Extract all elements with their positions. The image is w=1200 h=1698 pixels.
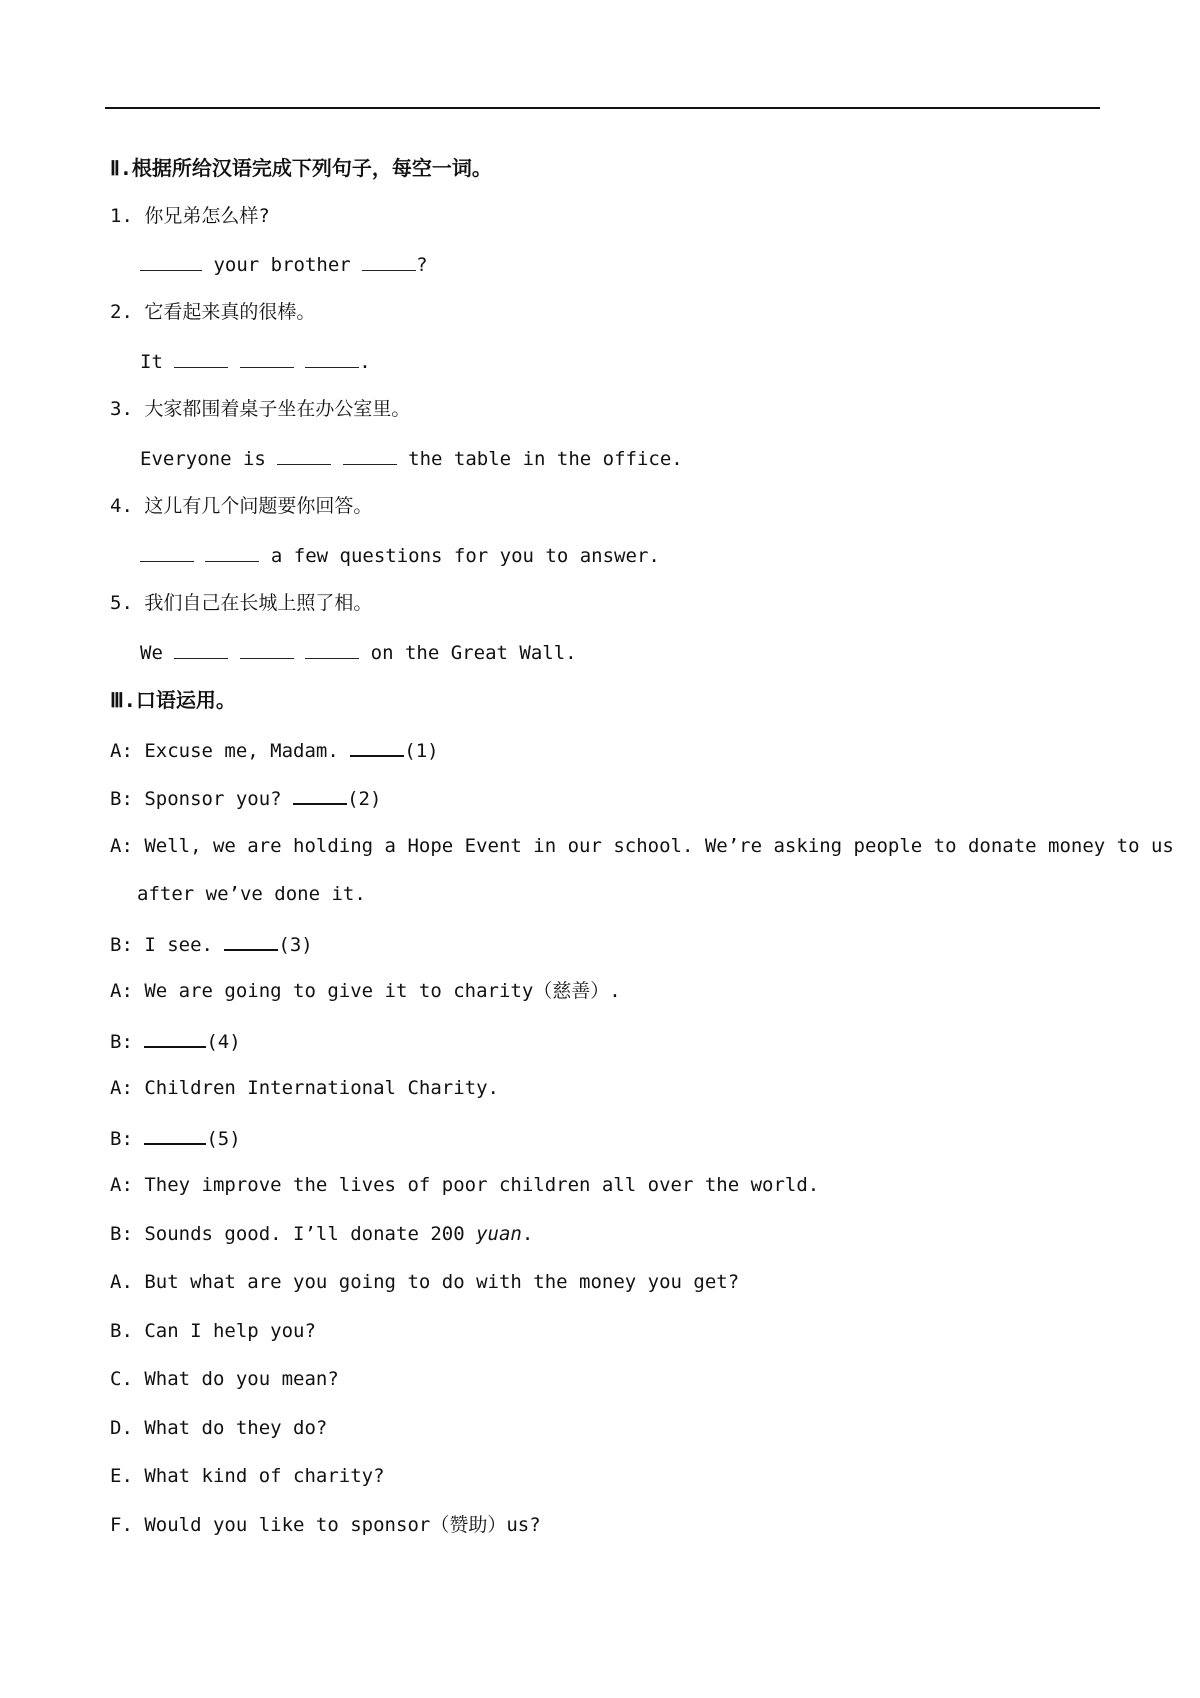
answer-blank[interactable] <box>293 785 347 805</box>
item-4-chinese: 4. 这儿有几个问题要你回答。 <box>110 495 373 517</box>
option-f: F. Would you like to sponsor（赞助）us? <box>110 1514 541 1536</box>
option-b: B. Can I help you? <box>110 1320 316 1342</box>
item-1-english: your brother ? <box>140 252 428 277</box>
answer-blank[interactable] <box>140 252 202 271</box>
top-rule <box>105 107 1100 109</box>
answer-blank[interactable] <box>240 349 294 368</box>
option-d: D. What do they do? <box>110 1417 328 1439</box>
dialogue-line-3-cont: after we’ve done it. <box>137 883 366 905</box>
answer-blank[interactable] <box>144 1028 206 1048</box>
dialogue-line-2: B: Sponsor you? (2) <box>110 785 381 811</box>
answer-blank[interactable] <box>305 640 359 659</box>
dialogue-line-5: A: We are going to give it to charity（慈善）. <box>110 980 621 1002</box>
answer-blank[interactable] <box>277 446 331 465</box>
item-5-chinese: 5. 我们自己在长城上照了相。 <box>110 592 373 614</box>
item-1-chinese: 1. 你兄弟怎么样? <box>110 205 270 227</box>
dialogue-line-10: B: Sounds good. I’ll donate 200 yuan. <box>110 1223 534 1245</box>
answer-blank[interactable] <box>350 737 404 757</box>
item-3-english: Everyone is the table in the office. <box>140 448 683 470</box>
answer-blank[interactable] <box>362 252 416 271</box>
answer-blank[interactable] <box>144 1125 206 1145</box>
dialogue-line-4: B: I see. (3) <box>110 931 313 957</box>
answer-blank[interactable] <box>174 349 228 368</box>
dialogue-line-6: B: (4) <box>110 1028 241 1054</box>
option-e: E. What kind of charity? <box>110 1465 385 1487</box>
section-2-heading: Ⅱ.根据所给汉语完成下列句子，每空一词。 <box>110 156 492 180</box>
answer-blank[interactable] <box>224 931 278 951</box>
answer-blank[interactable] <box>343 446 397 465</box>
item-3-chinese: 3. 大家都围着桌子坐在办公室里。 <box>110 398 411 420</box>
answer-blank[interactable] <box>240 640 294 659</box>
answer-blank[interactable] <box>140 543 194 562</box>
section-3-heading: Ⅲ.口语运用。 <box>110 688 236 712</box>
dialogue-line-8: B: (5) <box>110 1125 241 1151</box>
dialogue-line-1: A: Excuse me, Madam. (1) <box>110 737 439 763</box>
option-c: C. What do you mean? <box>110 1368 339 1390</box>
item-5-english: We on the Great Wall. <box>140 642 577 664</box>
dialogue-line-7: A: Children International Charity. <box>110 1077 499 1099</box>
answer-blank[interactable] <box>174 640 228 659</box>
item-4-english: a few questions for you to answer. <box>140 543 660 568</box>
answer-blank[interactable] <box>305 349 359 368</box>
dialogue-line-9: A: They improve the lives of poor children all over the world. <box>110 1174 820 1196</box>
item-2-english: It . <box>140 351 371 373</box>
dialogue-line-3: A: Well, we are holding a Hope Event in our school. We’re asking people to donate money to us <box>110 835 1174 857</box>
option-a: A. But what are you going to do with the money you get? <box>110 1271 740 1293</box>
item-2-chinese: 2. 它看起来真的很棒。 <box>110 301 316 323</box>
answer-blank[interactable] <box>205 543 259 562</box>
